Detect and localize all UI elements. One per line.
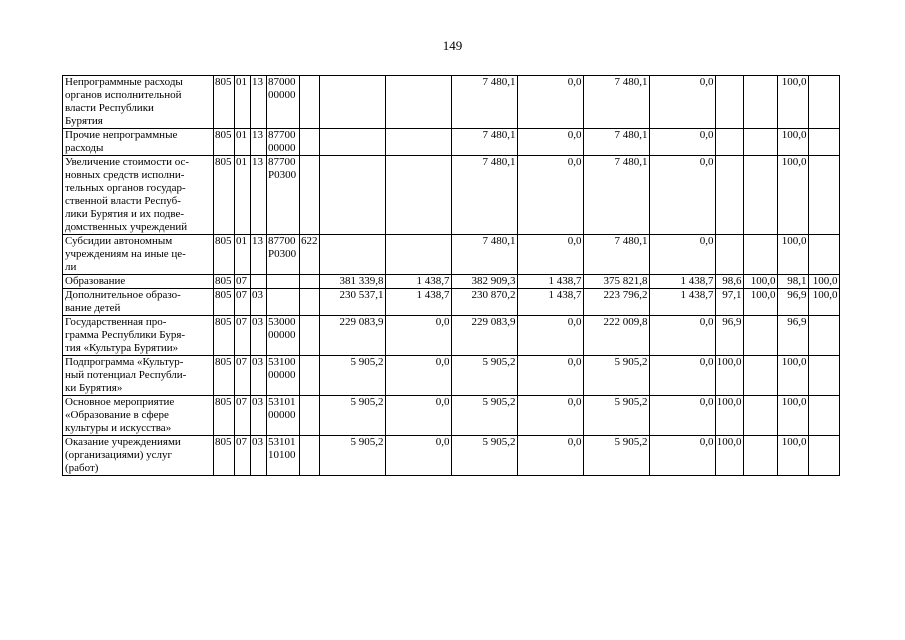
plan-total-cell: 5 905,2 [319,436,385,476]
refined-total-cell: 5 905,2 [451,396,517,436]
code-rz-cell: 07 [235,289,251,316]
refined-federal-cell: 0,0 [517,356,583,396]
executed-total-cell: 222 009,8 [583,316,649,356]
code-vr-cell [300,275,320,289]
row-name-line: Оказание учреждениями [65,436,181,448]
code-csr-cell [267,436,300,476]
code-gr-cell: 805 [214,129,235,156]
row-name-line: тия «Культура Бурятии» [65,342,179,354]
plan-total-cell [319,129,385,156]
percent-refined-federal-cell [808,76,839,129]
percent-refined-federal-cell [808,356,839,396]
code-pr-cell: 03 [251,436,267,476]
code-vr-cell [300,436,320,476]
code-vr-cell: 622 [300,235,320,275]
code-pr-cell: 03 [251,356,267,396]
code-rz-cell: 01 [235,129,251,156]
percent-refined-federal-cell [808,396,839,436]
code-pr-cell: 03 [251,316,267,356]
code-csr-cell [267,356,300,396]
csr-line: 87000 [268,76,296,88]
percent-plan-total-cell [715,156,743,235]
table-row [63,289,840,316]
code-rz-cell: 01 [235,156,251,235]
row-name-cell [63,156,214,235]
row-name-cell [63,76,214,129]
table-row [63,275,840,289]
row-name-cell [63,235,214,275]
row-name-line: (работ) [65,462,99,474]
row-name-cell [63,356,214,396]
csr-line: 53101 [268,436,296,448]
percent-plan-federal-cell: 100,0 [743,275,777,289]
plan-federal-cell: 0,0 [385,316,451,356]
percent-plan-federal-cell [743,76,777,129]
code-pr-cell: 13 [251,235,267,275]
csr-line: 10100 [268,449,296,461]
code-rz-cell: 07 [235,356,251,396]
row-name-line: Образование [65,275,126,287]
refined-total-cell: 7 480,1 [451,76,517,129]
csr-line: 53101 [268,396,296,408]
csr-line: 00000 [268,89,296,101]
code-pr-cell [251,275,267,289]
executed-federal-cell: 0,0 [649,129,715,156]
plan-total-cell [319,76,385,129]
row-name-line: учреждениям на иные це- [65,248,186,260]
row-name-line: культуры и искусства» [65,422,172,434]
row-name-line: Государственная про- [65,316,167,328]
code-rz-cell: 01 [235,76,251,129]
code-pr-cell: 03 [251,289,267,316]
plan-federal-cell: 0,0 [385,396,451,436]
row-name-cell [63,436,214,476]
table-row [63,396,840,436]
table-row [63,356,840,396]
percent-plan-federal-cell: 100,0 [743,289,777,316]
code-csr-cell [267,289,300,316]
refined-total-cell: 229 083,9 [451,316,517,356]
executed-total-cell: 7 480,1 [583,235,649,275]
csr-line: 00000 [268,329,296,341]
plan-federal-cell [385,156,451,235]
executed-total-cell: 7 480,1 [583,76,649,129]
percent-plan-total-cell: 96,9 [715,316,743,356]
refined-total-cell: 7 480,1 [451,129,517,156]
csr-line: Р0300 [268,248,297,260]
percent-refined-federal-cell [808,156,839,235]
row-name-cell [63,129,214,156]
code-gr-cell: 805 [214,396,235,436]
code-gr-cell: 805 [214,235,235,275]
code-gr-cell: 805 [214,316,235,356]
plan-federal-cell [385,76,451,129]
table-row [63,316,840,356]
executed-total-cell: 5 905,2 [583,356,649,396]
code-vr-cell [300,396,320,436]
row-name-line: новных средств исполни- [65,169,185,181]
plan-total-cell [319,156,385,235]
refined-total-cell: 382 909,3 [451,275,517,289]
row-name-line: ный потенциал Республи- [65,369,187,381]
percent-refined-federal-cell [808,436,839,476]
percent-plan-federal-cell [743,436,777,476]
percent-refined-total-cell: 100,0 [777,235,808,275]
code-vr-cell [300,156,320,235]
percent-plan-federal-cell [743,129,777,156]
row-name-line: лики Бурятия и их подве- [65,208,185,220]
executed-federal-cell: 1 438,7 [649,289,715,316]
code-gr-cell: 805 [214,289,235,316]
refined-federal-cell: 0,0 [517,76,583,129]
refined-federal-cell: 0,0 [517,316,583,356]
row-name-line: Бурятия [65,115,103,127]
plan-federal-cell: 1 438,7 [385,275,451,289]
refined-federal-cell: 0,0 [517,129,583,156]
plan-total-cell: 229 083,9 [319,316,385,356]
percent-plan-total-cell: 97,1 [715,289,743,316]
code-gr-cell: 805 [214,275,235,289]
row-name-line: ки Бурятия» [65,382,123,394]
code-gr-cell: 805 [214,436,235,476]
table-row [63,129,840,156]
percent-refined-total-cell: 100,0 [777,356,808,396]
csr-line: 87700 [268,235,296,247]
code-gr-cell: 805 [214,156,235,235]
csr-line: 00000 [268,142,296,154]
percent-plan-federal-cell [743,356,777,396]
row-name-line: (организациями) услуг [65,449,173,461]
plan-federal-cell: 1 438,7 [385,289,451,316]
budget-table [62,75,840,476]
executed-total-cell: 5 905,2 [583,436,649,476]
row-name-cell [63,275,214,289]
code-pr-cell: 13 [251,156,267,235]
csr-line: 87700 [268,129,296,141]
row-name-line: «Образование в сфере [65,409,169,421]
executed-total-cell: 375 821,8 [583,275,649,289]
percent-refined-federal-cell: 100,0 [808,275,839,289]
executed-federal-cell: 1 438,7 [649,275,715,289]
code-vr-cell [300,129,320,156]
executed-total-cell: 223 796,2 [583,289,649,316]
percent-plan-federal-cell [743,396,777,436]
code-pr-cell: 03 [251,396,267,436]
executed-federal-cell: 0,0 [649,76,715,129]
code-csr-cell [267,156,300,235]
percent-plan-federal-cell [743,316,777,356]
plan-total-cell: 5 905,2 [319,396,385,436]
csr-line: 53100 [268,356,296,368]
csr-line: 00000 [268,369,296,381]
code-pr-cell: 13 [251,129,267,156]
code-pr-cell: 13 [251,76,267,129]
executed-total-cell: 7 480,1 [583,156,649,235]
plan-federal-cell [385,129,451,156]
percent-plan-federal-cell [743,156,777,235]
plan-federal-cell [385,235,451,275]
code-gr-cell: 805 [214,76,235,129]
code-rz-cell: 01 [235,235,251,275]
code-csr-cell [267,396,300,436]
percent-refined-total-cell: 100,0 [777,156,808,235]
csr-line: 53000 [268,316,296,328]
percent-refined-total-cell: 98,1 [777,275,808,289]
percent-plan-total-cell: 100,0 [715,396,743,436]
row-name-line: органов исполнительной [65,89,182,101]
executed-total-cell: 5 905,2 [583,396,649,436]
row-name-line: вание детей [65,302,121,314]
code-vr-cell [300,289,320,316]
row-name-line: ственной власти Респуб- [65,195,181,207]
refined-federal-cell: 0,0 [517,396,583,436]
percent-plan-total-cell: 98,6 [715,275,743,289]
plan-total-cell: 230 537,1 [319,289,385,316]
plan-federal-cell: 0,0 [385,436,451,476]
code-vr-cell [300,356,320,396]
budget-table-body [63,76,840,476]
refined-total-cell: 7 480,1 [451,235,517,275]
row-name-line: Подпрограмма «Культур- [65,356,184,368]
percent-refined-federal-cell: 100,0 [808,289,839,316]
code-gr-cell: 805 [214,356,235,396]
percent-refined-federal-cell [808,235,839,275]
row-name-line: грамма Республики Буря- [65,329,186,341]
row-name-line: домственных учреждений [65,221,188,233]
percent-refined-total-cell: 96,9 [777,316,808,356]
plan-total-cell [319,235,385,275]
percent-refined-total-cell: 100,0 [777,76,808,129]
percent-refined-total-cell: 100,0 [777,129,808,156]
refined-total-cell: 7 480,1 [451,156,517,235]
code-rz-cell: 07 [235,436,251,476]
row-name-cell [63,396,214,436]
code-csr-cell [267,275,300,289]
row-name-line: Увеличение стоимости ос- [65,156,190,168]
percent-refined-total-cell: 100,0 [777,396,808,436]
refined-federal-cell: 1 438,7 [517,289,583,316]
row-name-line: Основное мероприятие [65,396,175,408]
refined-total-cell: 5 905,2 [451,436,517,476]
percent-plan-total-cell: 100,0 [715,356,743,396]
table-row [63,235,840,275]
row-name-line: тельных органов государ- [65,182,186,194]
percent-plan-total-cell: 100,0 [715,436,743,476]
executed-federal-cell: 0,0 [649,316,715,356]
row-name-line: Прочие непрограммные [65,129,178,141]
executed-federal-cell: 0,0 [649,356,715,396]
row-name-cell [63,316,214,356]
code-csr-cell [267,129,300,156]
percent-plan-federal-cell [743,235,777,275]
refined-total-cell: 230 870,2 [451,289,517,316]
row-name-cell [63,289,214,316]
csr-line: Р0300 [268,169,297,181]
refined-federal-cell: 0,0 [517,436,583,476]
page-number: 149 [442,38,463,53]
percent-plan-total-cell [715,129,743,156]
percent-refined-federal-cell [808,129,839,156]
table-row [63,156,840,235]
code-vr-cell [300,316,320,356]
csr-line: 87700 [268,156,296,168]
executed-federal-cell: 0,0 [649,396,715,436]
refined-federal-cell: 0,0 [517,156,583,235]
plan-total-cell: 381 339,8 [319,275,385,289]
percent-plan-total-cell [715,235,743,275]
refined-total-cell: 5 905,2 [451,356,517,396]
code-rz-cell: 07 [235,275,251,289]
refined-federal-cell: 0,0 [517,235,583,275]
table-row [63,436,840,476]
code-vr-cell [300,76,320,129]
row-name-line: Дополнительное образо- [65,289,181,301]
plan-federal-cell: 0,0 [385,356,451,396]
executed-federal-cell: 0,0 [649,235,715,275]
executed-total-cell: 7 480,1 [583,129,649,156]
percent-plan-total-cell [715,76,743,129]
code-csr-cell [267,76,300,129]
row-name-line: Непрограммные расходы [65,76,183,88]
code-csr-cell [267,235,300,275]
row-name-line: власти Республики [65,102,154,114]
row-name-line: Субсидии автономным [65,235,173,247]
executed-federal-cell: 0,0 [649,436,715,476]
plan-total-cell: 5 905,2 [319,356,385,396]
percent-refined-total-cell: 96,9 [777,289,808,316]
row-name-line: расходы [65,142,104,154]
table-row [63,76,840,129]
code-rz-cell: 07 [235,396,251,436]
code-csr-cell [267,316,300,356]
percent-refined-total-cell: 100,0 [777,436,808,476]
refined-federal-cell: 1 438,7 [517,275,583,289]
executed-federal-cell: 0,0 [649,156,715,235]
code-rz-cell: 07 [235,316,251,356]
percent-refined-federal-cell [808,316,839,356]
row-name-line: ли [65,261,77,273]
csr-line: 00000 [268,409,296,421]
